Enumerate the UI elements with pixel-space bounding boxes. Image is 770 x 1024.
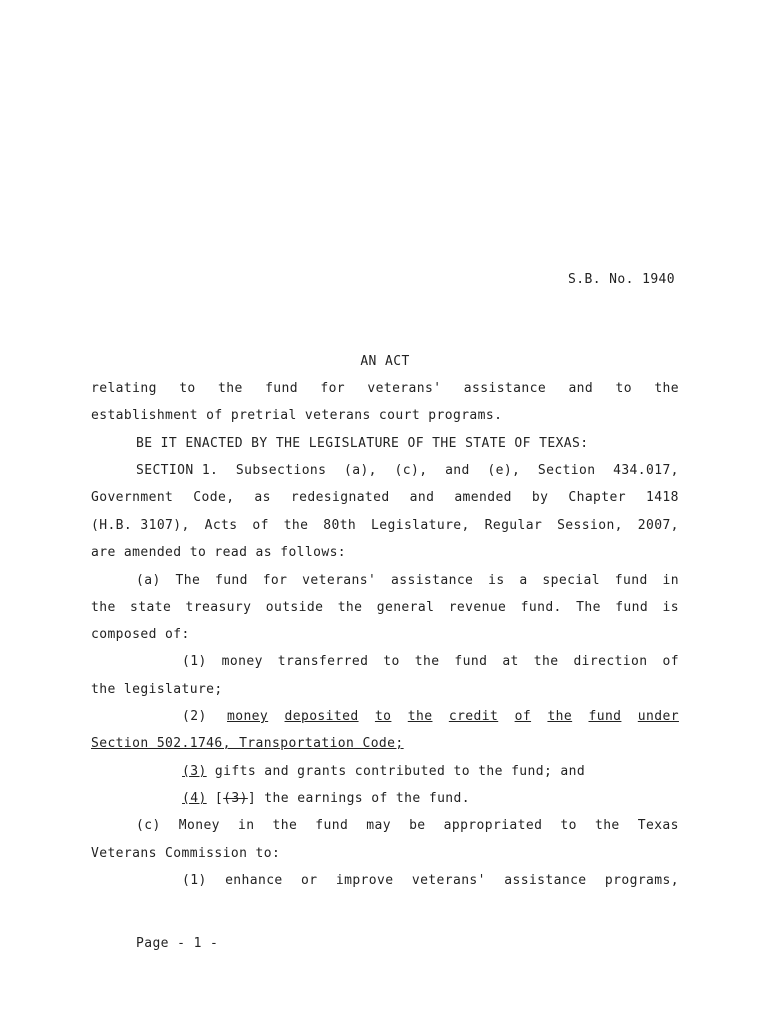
word: as <box>254 490 271 505</box>
word: 434.017, <box>613 463 679 478</box>
word: veterans' <box>302 573 377 588</box>
word: in <box>662 573 679 588</box>
word: 2007, <box>637 518 679 533</box>
page-footer: Page - 1 - <box>136 936 219 951</box>
word: veterans' <box>411 873 486 888</box>
word: state <box>130 600 172 615</box>
item4 <box>182 791 679 807</box>
word: (e), <box>487 463 521 478</box>
word: assistance <box>504 873 587 888</box>
word: the <box>414 654 440 669</box>
word: is <box>662 600 679 615</box>
word: money <box>227 709 269 724</box>
item1-line-1 <box>182 654 679 670</box>
word: (a) <box>136 573 161 588</box>
word: Regular <box>484 518 543 533</box>
word: for <box>320 381 346 396</box>
subsec-c-line-2: Veterans Commission to: <box>91 846 281 861</box>
word: outside <box>265 600 324 615</box>
word: Chapter <box>568 490 626 505</box>
word: be <box>409 818 426 833</box>
word: (c) <box>136 818 161 833</box>
word: of <box>252 518 269 533</box>
word: (c), <box>394 463 428 478</box>
word: Acts <box>204 518 238 533</box>
word: for <box>262 573 288 588</box>
item4-text: the earnings of the fund. <box>256 791 470 806</box>
word: to <box>179 381 196 396</box>
word: money <box>221 654 263 669</box>
word: SECTION 1. <box>136 463 219 478</box>
word: improve <box>335 873 394 888</box>
word: at <box>502 654 519 669</box>
word: to <box>560 818 577 833</box>
word: transferred <box>277 654 369 669</box>
subsec-a-line-3: composed of: <box>91 627 190 642</box>
word: veterans' <box>367 381 442 396</box>
word: of <box>662 654 679 669</box>
word: fund <box>315 818 349 833</box>
word: may <box>366 818 391 833</box>
item4-number: (4) <box>182 791 207 806</box>
word: 1418 <box>645 490 679 505</box>
word: in <box>237 818 255 833</box>
word: general <box>376 600 435 615</box>
word: is <box>488 573 505 588</box>
word: credit <box>448 709 499 724</box>
word: the <box>91 600 116 615</box>
word: Section <box>537 463 596 478</box>
caption-line-2: establishment of pretrial veterans court programs. <box>91 408 503 423</box>
word: Code, <box>193 490 235 505</box>
item3 <box>182 764 679 780</box>
word: programs, <box>604 873 679 888</box>
word: Legislature, <box>371 518 470 533</box>
word: relating <box>91 381 157 396</box>
word: the <box>283 518 309 533</box>
item3-text: gifts and grants contributed to the fund; and <box>206 764 586 779</box>
act-title: AN ACT <box>360 354 410 369</box>
section1-line-1 <box>136 463 679 479</box>
item2-inserted-text <box>227 709 679 725</box>
item-c1-line-1 <box>182 873 679 889</box>
word: the <box>272 818 298 833</box>
word: by <box>531 490 549 505</box>
word: and <box>409 490 435 505</box>
word: assistance <box>391 573 474 588</box>
word: fund <box>615 600 649 615</box>
word: the <box>533 654 559 669</box>
word: to <box>374 709 392 724</box>
word: assistance <box>463 381 547 396</box>
caption-line-1 <box>91 381 679 397</box>
word: the <box>654 381 679 396</box>
item4-bracket-open: [ <box>206 791 224 806</box>
word: (a), <box>344 463 377 478</box>
word: or <box>301 873 318 888</box>
word: Session, <box>557 518 623 533</box>
word: fund <box>454 654 488 669</box>
word: fund. <box>520 600 562 615</box>
word: and <box>568 381 594 396</box>
subsec-a-line-2 <box>91 600 679 616</box>
item4-bracket-close: ] <box>247 791 257 806</box>
item2-number: (2) <box>182 709 207 724</box>
word: fund <box>588 709 622 724</box>
word: fund <box>614 573 648 588</box>
word: direction <box>573 654 648 669</box>
word: a <box>519 573 528 588</box>
section1-line-3 <box>91 518 679 534</box>
word: The <box>175 573 201 588</box>
word: fund <box>265 381 298 396</box>
word: (1) <box>182 873 207 888</box>
word: the <box>547 709 573 724</box>
item2-line-1 <box>182 709 679 725</box>
item4-struck-number: (3) <box>223 791 248 806</box>
word: the <box>218 381 243 396</box>
word: and <box>445 463 470 478</box>
word: redesignated <box>290 490 390 505</box>
word: The <box>576 600 601 615</box>
word: treasury <box>185 600 252 615</box>
word: to <box>615 381 632 396</box>
subsec-c-line-1 <box>136 818 679 834</box>
section1-line-2 <box>91 490 679 506</box>
item3-number: (3) <box>182 764 207 779</box>
enacting-clause: BE IT ENACTED BY THE LEGISLATURE OF THE STATE OF TEXAS: <box>136 436 589 451</box>
word: under <box>637 709 679 724</box>
word: amended <box>454 490 512 505</box>
word: Subsections <box>235 463 327 478</box>
word: 80th <box>323 518 357 533</box>
subsec-a-line-1 <box>136 573 679 589</box>
word: fund <box>214 573 248 588</box>
word: Money <box>178 818 220 833</box>
section1-line-4: are amended to read as follows: <box>91 545 347 560</box>
word: appropriated <box>443 818 543 833</box>
word: of <box>514 709 532 724</box>
item1-line-2: the legislature; <box>91 682 223 697</box>
word: Texas <box>637 818 679 833</box>
word: Government <box>91 490 174 505</box>
word: the <box>337 600 363 615</box>
bill-number: S.B. No. 1940 <box>568 272 675 287</box>
item2-line-2: Section 502.1746, Transportation Code; <box>91 736 404 751</box>
word: the <box>594 818 620 833</box>
word: enhance <box>225 873 283 888</box>
word: deposited <box>284 709 359 724</box>
word: revenue <box>448 600 507 615</box>
word: (1) <box>182 654 207 669</box>
word: special <box>542 573 600 588</box>
word: to <box>383 654 400 669</box>
word: the <box>407 709 433 724</box>
word: (H.B. 3107), <box>91 518 190 533</box>
